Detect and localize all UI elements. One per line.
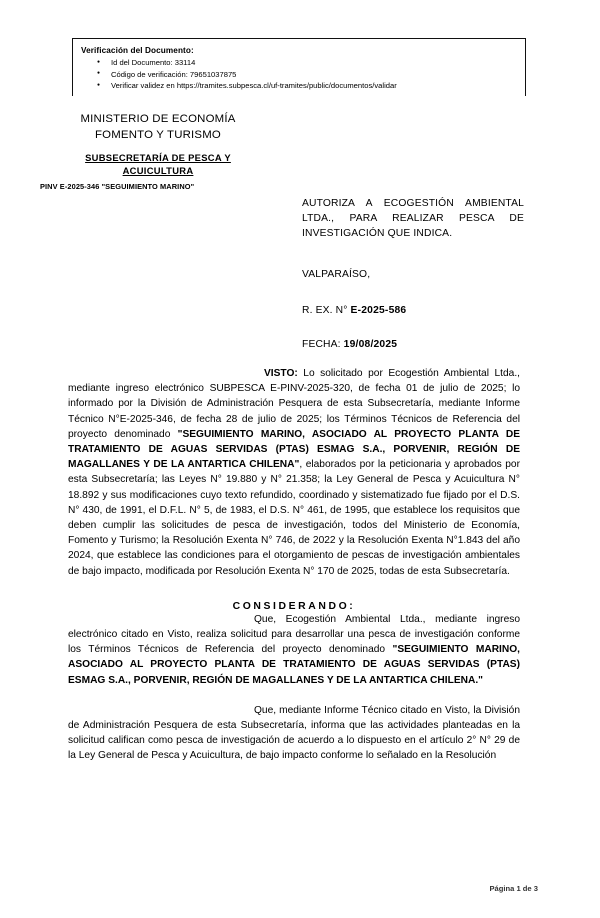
- considerando-2-text: Que, mediante Informe Técnico citado en Visto, la División de Administración Pesquera de esta Subsecretaría, informa que las actividades planteadas en la solicitud califican como pesca de investigación de acuerdo a lo dispuesto en el artículo 2° N° 29 de la Ley General de Pesca y Acuicultura, de bajo impacto conforme lo señalado en la Resolución: [68, 704, 520, 762]
- ministry-line-1: MINISTERIO DE ECONOMÍA: [80, 113, 236, 125]
- paragraph-considerando-2: [68, 703, 520, 764]
- verification-box-inner: [72, 38, 526, 96]
- resolution-date-label: FECHA:: [302, 339, 344, 350]
- verification-item-code: ● Código de verificación: 79651037875: [111, 69, 517, 81]
- visto-text-part-2: , elaborados por la peticionaria y aprobados por esta Subsecretaría; las Leyes N° 19.880 y N° 21.358; la Ley General de Pesca y Acuicultura N° 18.892 y sus modificaciones cuyo texto refundido, coordinado y sistematizado fue fijado por el D.S. N° 430, de 1991, el D.F.L. N° 5, de 1983, el D.S. N° 461, de 1995, que establece los requisitos que deben cumplir las solicitudes de pesca de investigación, todos del Ministerio de Economía, Fomento y Turismo; la Resolución Exenta N° 746, de 2022 y la Resolución Exenta N°1.843 del año 2024, que establece las condiciones para el otorgamiento de pescas de investigación ambientales de bajo impacto, modificada por Resolución Exenta N° 170 de 2025, todas de esta Subsecretaría.: [68, 459, 520, 577]
- resolution-place: VALPARAÍSO,: [302, 269, 371, 280]
- verification-item-document-id: ● Id del Documento: 33114: [111, 57, 517, 69]
- visto-label: VISTO:: [264, 368, 298, 379]
- ministry-name: [38, 112, 278, 143]
- document-body: [68, 366, 520, 764]
- visto-project-name: "SEGUIMIENTO MARINO, ASOCIADO AL PROYECTO PLANTA DE TRATAMIENTO DE AGUAS SERVIDAS (PTAS) ESMAG S.A., PORVENIR, REGIÓN DE MAGALLANES Y DE LA ANTARTICA CHILENA": [68, 428, 520, 471]
- considerando-1-project-name: "SEGUIMIENTO MARINO, ASOCIADO AL PROYECTO PLANTA DE TRATAMIENTO DE AGUAS SERVIDAS (PTAS) ESMAG S.A., PORVENIR, REGIÓN DE MAGALLANES Y DE LA ANTARTICA CHILENA.": [68, 644, 520, 686]
- subsecretaria-line-1: SUBSECRETARÍA DE PESCA Y: [85, 152, 231, 163]
- paragraph-visto: [68, 366, 520, 579]
- considerando-1-text: Que, Ecogestión Ambiental Ltda., mediante ingreso electrónico citado en Visto, realiza solicitud para desarrollar una pesca de investigación conforme los Términos Técnicos de Referencia del proyecto denominado: [68, 613, 520, 656]
- verification-title: Verificación del Documento:: [81, 46, 194, 55]
- page-footer: Página 1 de 3: [489, 884, 538, 893]
- visto-text-part-1: Lo solicitado por Ecogestión Ambiental Ltda., mediante ingreso electrónico SUBPESCA E-PINV-2025-320, de fecha 01 de julio de 2025; lo informado por la División de Administración Pesquera de esta Subsecretaría, mediante Informe Técnico N°E-2025-346, de fecha 28 de julio de 2025; los Términos Técnicos de Referencia del proyecto denominado: [68, 368, 520, 440]
- letterhead: [38, 112, 278, 191]
- pinv-reference: PINV E-2025-346 "SEGUIMIENTO MARINO": [40, 182, 195, 191]
- considerando-heading: CONSIDERANDO:: [232, 600, 356, 612]
- verification-item-url: ● Verificar validez en https://tramites.subpesca.cl/uf-tramites/public/documentos/validar: [111, 80, 517, 92]
- ministry-line-2: FOMENTO Y TURISMO: [95, 128, 221, 141]
- resolution-date-line: [302, 339, 524, 350]
- resolution-title-block: [302, 196, 524, 350]
- subsecretaria-name: [38, 152, 278, 177]
- resolution-number-line: [302, 305, 524, 316]
- resolution-date-value: 19/08/2025: [343, 339, 398, 350]
- verification-list: [81, 57, 517, 92]
- resolution-number-value: E-2025-586: [350, 305, 407, 316]
- resolution-number-label: R. EX. N°: [302, 305, 351, 316]
- document-verification-box: [72, 38, 528, 96]
- paragraph-considerando-1: [68, 612, 520, 688]
- resolution-subject: AUTORIZA A ECOGESTIÓN AMBIENTAL LTDA., PARA REALIZAR PESCA DE INVESTIGACIÓN QUE INDICA.: [302, 198, 524, 239]
- subsecretaria-line-2: ACUICULTURA: [122, 164, 194, 176]
